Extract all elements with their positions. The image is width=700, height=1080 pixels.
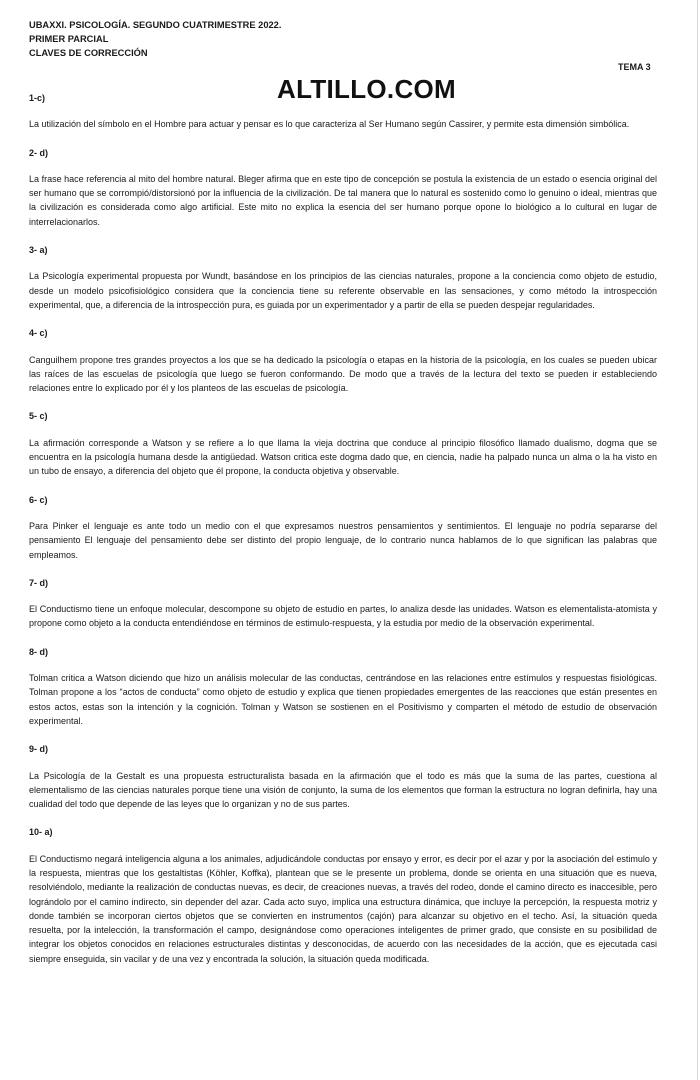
document-header [29,18,281,60]
answer-key: 9- d) [29,744,48,755]
answer-key: 2- d) [29,147,48,158]
answer-key: 10- a) [29,827,53,838]
header-line-keys: CLAVES DE CORRECCIÓN [29,48,148,58]
answer-explanation: Para Pinker el lenguaje es ante todo un medio con el que expresamos nuestros pensamientos y sentimientos. El lenguaje no podría separarse del pensamiento El lenguaje del pensamiento debe ser distinto del propio lenguaje, de lo contrario nunca hablamos de lo que significan las palabras que empleamos. [29,520,657,560]
answer-key: 8- d) [29,646,48,657]
watermark-logo: ALTILLO.COM [277,74,457,104]
question-block [29,645,657,728]
answer-explanation: El Conductismo negará inteligencia alguna a los animales, adjudicándole conductas por ensayo y error, es decir por el azar y por la asociación del estimulo y la respuesta, mientras que los gestaltistas (Köhler, Koffka), plantean que se le presente un problema, donde se orienta en una situación que es nueva, resolviéndolo, mediante la realización de conductas nuevas, es decir, de creaciones nuevas, a través del rodeo, donde el camino directo es inaccesible, pero lográndolo por el camino indirecto, sin depender del azar. Cada acto suyo, implica una estructura dinámica, que incluye la percepción, la respuesta motriz y donde también se incorporan ciertos objetos que se convierten en instrumentos (cajón) para alcanzar su objetivo en el techo. Así, la situación queda resuelta, por la intelección, la transformación el campo, designándose como operaciones inteligentes de primer grado, que consiste en su posibilidad de integrar los objetos conocidos en relaciones estructurales distintas y desconocidas, de acuerdo con las necesidades de la acción, que es ejecutada casi siempre enseguida, sin vacilar y de una vez y encontrada la solución, la situación queda modificada. [29,853,657,964]
question-block [29,91,657,132]
answer-explanation: La Psicología de la Gestalt es una propuesta estructuralista basada en la afirmación que el todo es más que la suma de las partes, cuestiona al elementalismo de las ciencias naturales porque tiene una visión de conjunto, la suma de los elementos que forman la estructura no logran definirla, hay una cualidad del todo que depende de las leyes que lo organizan y no de sus partes. [29,770,657,810]
answer-explanation: La Psicología experimental propuesta por Wundt, basándose en los principios de las ciencias naturales, propone a la conciencia como objeto de estudio, desde un modelo psicofisiológico considera que la conciencia tiene su referente observable en las sensaciones, y como método la introspección experimental, que, a diferencia de la introspección pura, es guiada por un experimentador y a partir de ella se pueden despejar regularidades. [29,271,657,310]
question-block [29,493,657,562]
answer-explanation: La afirmación corresponde a Watson y se refiere a lo que llama la vieja doctrina que conduce al principio filosófico llamado dualismo, dogma que se encuentra en la psicología humana desde la antigüedad. Watson critica este dogma dado que, en ciencia, nadie ha palpado nunca un alma o la ha visto en un tubo de ensayo, a diferencia del objeto que él propone, la conducta objetiva y observable. [29,437,657,477]
header-line-course: UBAXXI. PSICOLOGÍA. SEGUNDO CUATRIMESTRE 2022. [29,20,282,30]
answer-key: 3- a) [29,245,48,256]
question-block [29,243,657,312]
answer-key: 5- c) [29,411,48,422]
answers-list [29,91,657,980]
page-edge-divider [697,0,698,1080]
tema-label: TEMA 3 [618,62,651,72]
answer-explanation: Canguilhem propone tres grandes proyectos a los que se ha dedicado la psicología o etapas en la historia de la psicología, en los cuales se pueden ubicar las raíces de las escuelas de psicología que luego se fueron conformando. De modo que a través de la lectura del texto se pueden ir estableciendo relaciones entre lo explicado por él y los planteos de las escuelas de psicología. [29,354,657,394]
question-block [29,326,657,395]
answer-explanation: La frase hace referencia al mito del hombre natural. Bleger afirma que en este tipo de concepción se postula la existencia de un estado o esencia original del ser humano que se corrompió/distorsionó por la influencia de la civilización. De tal manera que lo natural es sostenido como lo genuino o ideal, mientras que la civilización es considerada como algo artificial. Este mito no explica la esencia del ser humano porque opone lo biológico a lo cultural en lugar de interrelacionarlos. [29,173,657,227]
question-block [29,409,657,478]
question-block [29,825,657,966]
answer-explanation: El Conductismo tiene un enfoque molecular, descompone su objeto de estudio en partes, lo analiza desde las unidades. Watson es elementalista-atomista y propone como objeto a la conducta entendiéndose en términos de estimulo-respuesta, y la estudia por medio de la observación experimental. [29,604,657,629]
answer-key: 1-c) [29,93,46,103]
question-block [29,576,657,631]
answer-explanation: Tolman critica a Watson diciendo que hizo un análisis molecular de las conductas, centrándose en las relaciones entre estímulos y respuestas fisiológicas. Tolman propone a los “actos de conducta” como objeto de estudio y explica que tienen propiedades emergentes de las reacciones que están presentes en estos actos, estas son la intención y la cognición. Tolman y Watson se sostienen en el Positivismo y comparten el método de estudio de observación experimental. [29,673,657,726]
answer-key: 6- c) [29,494,48,505]
answer-explanation: La utilización del símbolo en el Hombre para actuar y pensar es lo que caracteriza al Ser Humano según Cassirer, y permite esta dimensión simbólica. [29,119,630,130]
question-block [29,742,657,811]
header-line-exam: PRIMER PARCIAL [29,34,109,44]
answer-key: 4- c) [29,328,48,339]
answer-key: 7- d) [29,577,48,588]
question-block [29,146,657,229]
